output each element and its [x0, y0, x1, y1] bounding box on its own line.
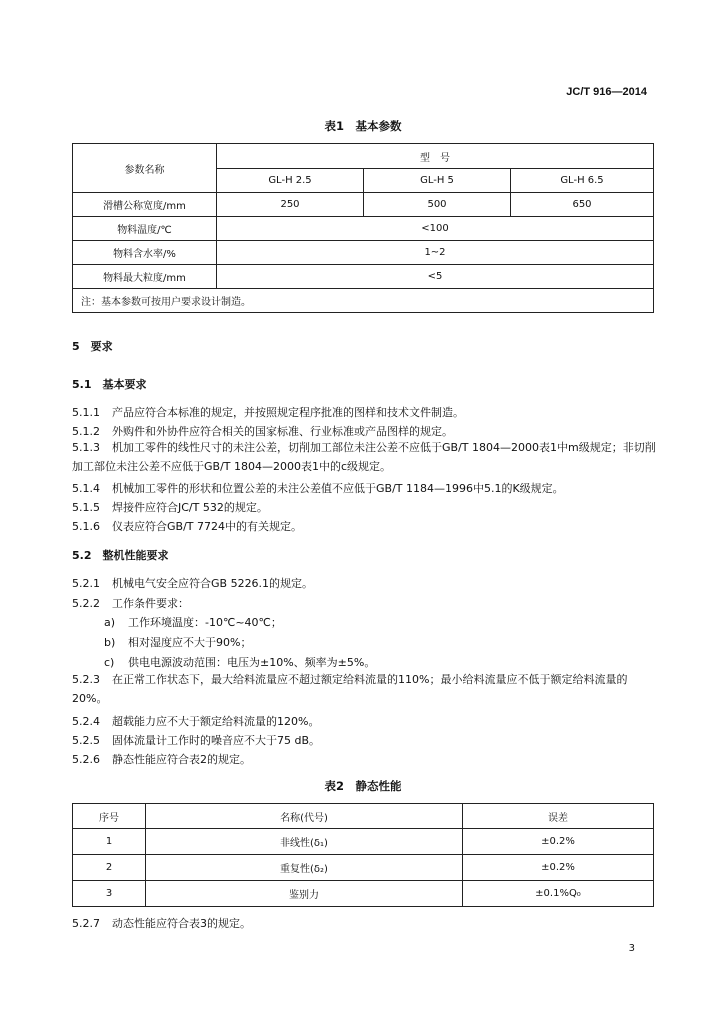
condition-text: 供电电源波动范围：电压为±10%、频率为±5%。 — [128, 656, 376, 669]
list-marker: b) — [104, 636, 116, 649]
list-marker: c) — [104, 656, 115, 669]
model-header: 型 号 — [217, 144, 654, 169]
clause-text: 仪表应符合GB/T 7724中的有关规定。 — [112, 520, 302, 533]
clause-5-2-3 — [72, 670, 657, 708]
list-marker: a) — [104, 616, 116, 629]
clause-5-2-5 — [72, 732, 657, 748]
value-cell: <5 — [217, 265, 654, 289]
clause-text: 固体流量计工作时的噪音应不大于75 dB。 — [112, 734, 321, 747]
static-performance-table — [72, 803, 654, 907]
condition-a — [104, 614, 644, 630]
value-cell: 1~2 — [217, 241, 654, 265]
clause-5-2-1 — [72, 575, 657, 591]
model-cell: GL-H 6.5 — [511, 169, 654, 193]
value-cell: <100 — [217, 217, 654, 241]
table-note: 注：基本参数可按用户要求设计制造。 — [73, 289, 654, 313]
row-label: 物料温度/℃ — [73, 217, 217, 241]
clause-number: 5.1.4 — [72, 482, 100, 495]
clause-5-1-6 — [72, 518, 657, 534]
section-5-2-heading: 5.2 整机性能要求 — [72, 549, 169, 562]
row-name: 重复性(δ₂) — [146, 855, 463, 881]
row-label: 物料最大粒度/mm — [73, 265, 217, 289]
clause-number: 5.2.6 — [72, 753, 100, 766]
column-header: 序号 — [73, 804, 146, 829]
param-name-header: 参数名称 — [73, 144, 217, 193]
row-name: 非线性(δ₁) — [146, 829, 463, 855]
row-error: ±0.1%Q₀ — [463, 881, 654, 907]
clause-text: 产品应符合本标准的规定，并按照规定程序批准的图样和技术文件制造。 — [112, 406, 464, 419]
clause-text: 工作条件要求： — [112, 597, 189, 610]
condition-b — [104, 634, 644, 650]
column-header: 名称(代号) — [146, 804, 463, 829]
clause-number: 5.1.1 — [72, 406, 100, 419]
clause-number: 5.1.6 — [72, 520, 100, 533]
clause-number: 5.2.5 — [72, 734, 100, 747]
standard-code: JC/T 916—2014 — [566, 86, 647, 98]
clause-text: 机加工零件的线性尺寸的未注公差，切削加工部位未注公差不应低于GB/T 1804—2000表1中m级规定；非切削加工部位未注公差不应低于GB/T 1804—2000表1中的c级规定。 — [72, 441, 656, 473]
clause-5-2-6 — [72, 751, 657, 767]
clause-text: 超载能力应不大于额定给料流量的120%。 — [112, 715, 320, 728]
clause-number: 5.1.5 — [72, 501, 100, 514]
value-cell: 250 — [217, 193, 364, 217]
condition-text: 工作环境温度：-10℃~40℃； — [128, 616, 282, 629]
clause-number: 5.1.3 — [72, 441, 100, 454]
model-cell: GL-H 5 — [364, 169, 511, 193]
clause-5-1-1 — [72, 404, 657, 420]
table2-caption: 表2 静态性能 — [324, 779, 402, 793]
page-number: 3 — [628, 943, 635, 954]
condition-text: 相对湿度应不大于90%； — [128, 636, 252, 649]
condition-c — [104, 654, 644, 670]
clause-number: 5.2.2 — [72, 597, 100, 610]
clause-text: 静态性能应符合表2的规定。 — [112, 753, 251, 766]
row-number: 1 — [73, 829, 146, 855]
row-number: 3 — [73, 881, 146, 907]
clause-5-1-2 — [72, 423, 657, 439]
clause-text: 机械加工零件的形状和位置公差的未注公差值不应低于GB/T 1184—1996中5.1的K级规定。 — [112, 482, 564, 495]
clause-number: 5.2.1 — [72, 577, 100, 590]
clause-5-1-5 — [72, 499, 657, 515]
section-5-1-heading: 5.1 基本要求 — [72, 378, 147, 391]
clause-number: 5.2.3 — [72, 673, 100, 686]
clause-text: 动态性能应符合表3的规定。 — [112, 917, 251, 930]
clause-text: 在正常工作状态下，最大给料流量应不超过额定给料流量的110%；最小给料流量应不低于额定给料流量的20%。 — [72, 673, 628, 705]
clause-5-2-2 — [72, 595, 657, 611]
clause-5-1-4 — [72, 480, 657, 496]
basic-parameters-table — [72, 143, 654, 313]
clause-number: 5.2.7 — [72, 917, 100, 930]
clause-text: 外购件和外协件应符合相关的国家标准、行业标准或产品图样的规定。 — [112, 425, 453, 438]
section-5-heading: 5 要求 — [72, 340, 113, 353]
clause-5-2-7 — [72, 915, 657, 931]
clause-5-1-3 — [72, 438, 657, 476]
clause-text: 焊接件应符合JC/T 532的规定。 — [112, 501, 268, 514]
value-cell: 500 — [364, 193, 511, 217]
row-error: ±0.2% — [463, 855, 654, 881]
row-name: 鉴别力 — [146, 881, 463, 907]
column-header: 误差 — [463, 804, 654, 829]
row-error: ±0.2% — [463, 829, 654, 855]
row-label: 物料含水率/% — [73, 241, 217, 265]
table1-caption: 表1 基本参数 — [324, 119, 402, 133]
clause-5-2-4 — [72, 713, 657, 729]
clause-number: 5.1.2 — [72, 425, 100, 438]
row-label: 滑槽公称宽度/mm — [73, 193, 217, 217]
clause-text: 机械电气安全应符合GB 5226.1的规定。 — [112, 577, 314, 590]
model-cell: GL-H 2.5 — [217, 169, 364, 193]
row-number: 2 — [73, 855, 146, 881]
clause-number: 5.2.4 — [72, 715, 100, 728]
value-cell: 650 — [511, 193, 654, 217]
